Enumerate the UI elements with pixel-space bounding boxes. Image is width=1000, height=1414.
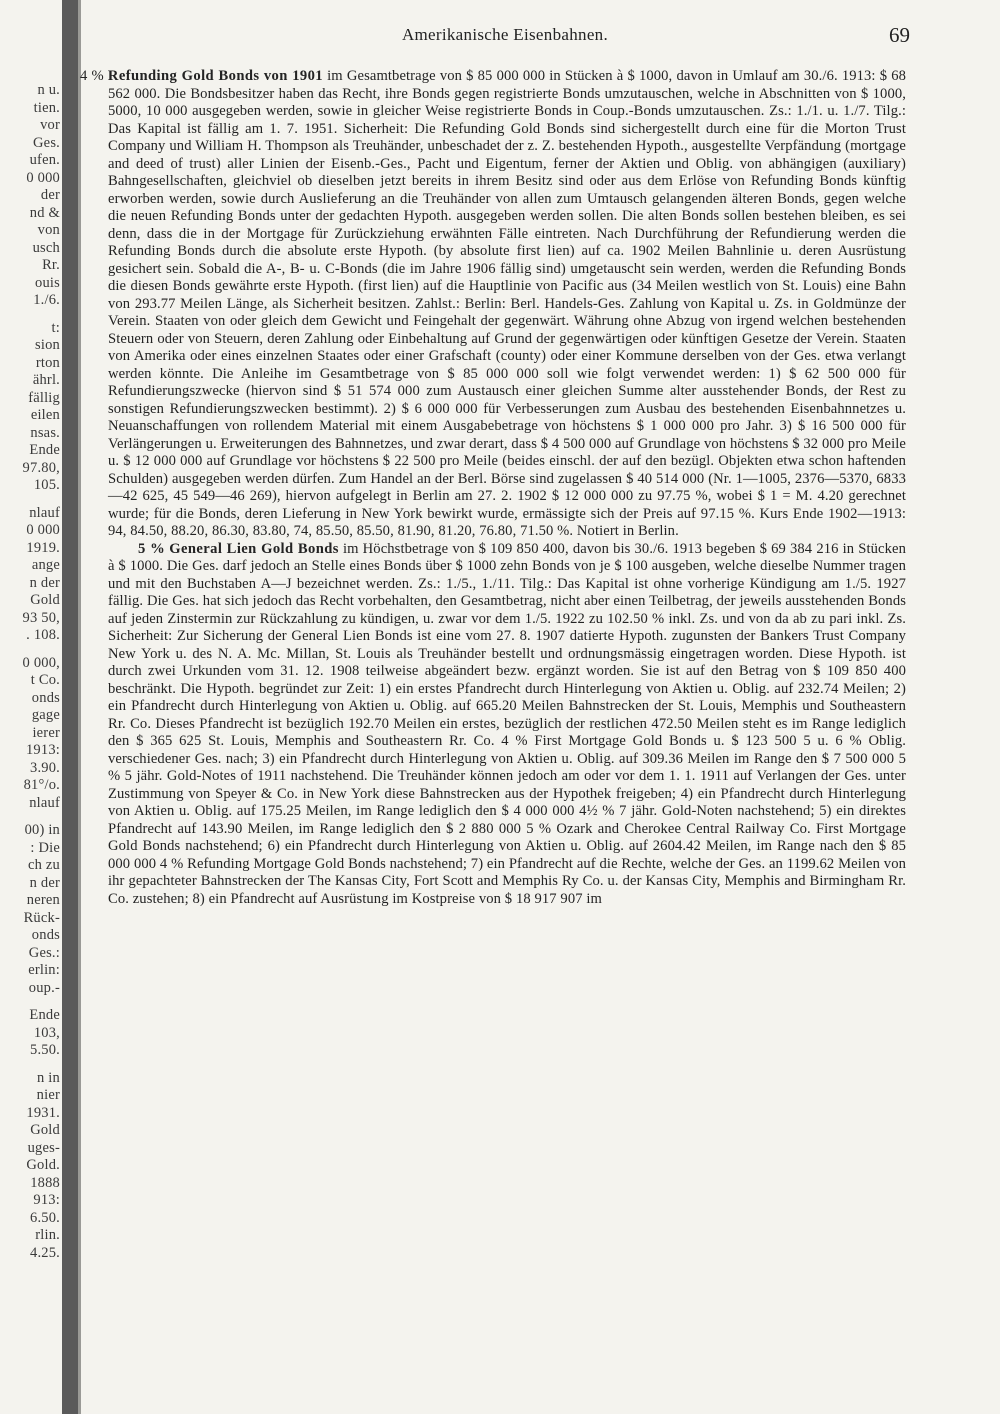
- margin-fragment: ch zu: [28, 857, 60, 873]
- margin-fragment: 913:: [33, 1192, 60, 1208]
- margin-fragment: ouis: [35, 274, 60, 291]
- margin-fragment: eilen: [30, 407, 60, 423]
- bond-description: im Gesamtbetrage von $ 85 000 000 in Stücken à $ 1000, davon in Umlauf am 30./6. 1913: $ 68 562 000. Die Bondsbesitzer haben das Recht, ihre Bonds gegen registrierte Bonds umzutauschen, welche in Abschnitten von $ 1000, 5000, 10 000 ausgegeben werden, sowie in gleicher Weise registrierte Bonds in Coup.-Bonds umzutauschen. Zs.: 1./1. u. 1./7. Tilg.: Das Kapital ist fällig am 1. 7. 1951. Sicherheit: Die Refunding Gold Bonds sind sichergestellt durch eine für die Morton Trust Company und William H. Thompson als Treuhänder, unbeschadet der z. Z. bestehenden Hypoth., ausgestellte Verpfändung (mortgage and deed of trust) aller Linien der Eisenb.-Ges., Pacht und Eigentum, ferner der Aktien und Oblig. von abhängigen (auxiliary) Bahngesellschaften, gleichviel ob dieselben jetzt bereits in ihrem Besitz sind oder aus dem Erlöse von Refunding Bonds künftig erworben werden, sowie durch Auslieferung an die Treuhänder von allen zum Umtausch gelangenden älteren Bonds, gegen welche die neuen Refunding Bonds unter der gedachten Hypoth. ausgegeben werden sollen. Die alten Bonds sollen bestehen bleiben, es sei denn, dass die in der Mortgage für Zurückziehung erwähnten Fälle eintreten. Nach Durchführung der Refundierung werden die Refunding Bonds durch die absolute erste Hypoth. (by absolute first lien) auf ca. 1902 Meilen Bahnlinie u. deren Ausrüstung gesichert sein. Sobald die A-, B- u. C-Bonds (die im Jahre 1906 fällig sind) umgetauscht sein werden, werden die Refunding Bonds die diesen Bonds gewährte erste Hypoth. (first lien) auf die Hauptlinie von Pacific aus (34 Meilen westlich von St. Louis) eine Bahn von 293.77 Meilen Länge, als Sicherheit besitzen. Zahlst.: Berlin: Berl. Handels-Ges. Zahlung von Kapital u. Zs. in Goldmünze der Verein. Staaten von oder gleich dem Gewicht und Feingehalt der gegenwärt. Währung ohne Abzug von irgend welchen bestehenden Steuern oder von Steuern, deren Zahlung oder Einbehaltung auf Grund der gegenwärtigen oder künftigen Gesetze der Verein. Staaten von Amerika oder eines einzelnen Staates oder einer Grafschaft (county) oder einer Kommune derselben von der Ges. etwa verlangt werden könnte. Die Anleihe im Gesamtbetrage von $ 85 000 000 soll wie folgt verwendet werden: 1) $ 62 500 000 für Refundierungszwecke (hiervon sind $ 51 574 000 zum Austausch einer gleichen Summe alter ausstehender Bonds, der Rest zu sonstigen Refundierungszwecken bestimmt). 2) $ 6 000 000 für Verbesserungen zum Ausbau des bestehenden Eisenbahnnetzes u. Neuanschaffungen von rollendem Material mit einem Ausgabebetrage von höchstens $ 1 000 000 pro Jahr. 3) $ 16 500 000 für Verlängerungen u. Erweiterungen des Bahnnetzes, und zwar derart, dass $ 4 500 000 auf Grundlage von höchstens $ 32 000 pro Meile u. $ 12 000 000 auf Grundlage vor höchstens $ 22 500 pro Meile (beides einschl. der auf den bezügl. Objekten etwa schon haftenden Schulden) ausgegeben werden dürfen. Zum Handel an der Berl. Börse sind zugelassen $ 40 514 000 (Nr. 1—1005, 2376—5370, 6833—42 625, 45 549—46 269), hiervon aufgelegt in Berlin am 27. 2. 1902 $ 12 000 000 zu 97.75 %, wobei $ 1 = M. 4.20 gerechnet wurde; für die Bonds, deren Lieferung in New York bewirkt wurde, ermässigte sich der Preis auf 97.15 %. Kurs Ende 1902—1913: 94, 84.50, 88.20, 86.30, 83.80, 74, 85.50, 85.50, 81.90, 81.20, 76.80, 71.50 %. Notiert in Berlin.: [108, 68, 907, 539]
- margin-fragment: oup.-: [28, 979, 60, 996]
- margin-fragment: 6.50.: [30, 1209, 60, 1226]
- margin-fragment: 1919.: [26, 539, 60, 556]
- margin-fragment: 1888: [30, 1174, 60, 1191]
- margin-fragment: Ges.: [33, 134, 60, 151]
- margin-fragment: t Co.: [30, 672, 60, 688]
- margin-fragment: ufen.: [29, 152, 60, 168]
- margin-fragment: onds: [31, 927, 60, 943]
- margin-fragment: vor: [40, 117, 60, 133]
- margin-fragment: 1./6.: [33, 292, 60, 308]
- margin-fragment: von: [37, 222, 60, 238]
- bond-entry-refunding-gold-bonds: [80, 68, 907, 541]
- margin-fragment: n der: [29, 874, 60, 891]
- main-text-column: [80, 68, 907, 1398]
- margin-fragment: t:: [51, 319, 60, 336]
- bond-description: im Höchstbetrage von $ 109 850 400, davon bis 30./6. 1913 begeben $ 69 384 216 in Stücken à $ 1000. Die Ges. darf jedoch an Stelle eines Bonds über $ 1000 zehn Bonds von je $ 100 ausgeben, welche dieselbe Nummer tragen und mit den Buchstaben A—J bezeichnet werden. Zs.: 1./5., 1./11. Tilg.: Das Kapital ist ohne vorherige Kündigung am 1./5. 1927 fällig. Die Ges. hat sich jedoch das Recht vorbehalten, den Gesamtbetrag, nicht aber einen Teilbetrag, der jeweils ausstehenden Bonds auf jeden Zinstermin zur Rückzahlung zu kündigen, u. zwar vor dem 1./5. 1922 zu 102.50 % inkl. Zs. und von da ab zu pari inkl. Zs. Sicherheit: Zur Sicherung der General Lien Bonds ist eine vom 27. 8. 1907 datierte Hypoth. zugunsten der Bankers Trust Company New York u. des N. A. Mc. Millan, St. Louis als Treuhänder bestellt und ordnungsmässig eingetragen worden. Diese Hypoth. ist durch zwei Urkunden vom 31. 12. 1908 teilweise abgeändert bezw. ergänzt worden. Sie ist auf den Betrag von $ 109 850 400 beschränkt. Die Hypoth. begründet zur Zeit: 1) ein erstes Pfandrecht durch Hinterlegung von Aktien u. Oblig. auf 232.74 Meilen; 2) ein Pfandrecht durch Hinterlegung von Aktien u. Oblig. auf 665.20 Meilen Bahnstrecken der St. Louis, Memphis und Southeastern Rr. Co. Dieses Pfandrecht ist bezüglich 192.70 Meilen ein erstes, bezüglich der restlichen 472.50 Meilen steht es im Range lediglich den $ 365 625 St. Louis, Memphis and Southeastern Rr. Co. 4 % First Mortgage Gold Bonds u. $ 123 500 5 u. 6 % Oblig. verschiedener Ges. nach; 3) ein Pfandrecht durch Hinterlegung von Aktien u. Oblig. auf 309.36 Meilen im Range den $ 7 500 000 5 % 5 jähr. Gold-Notes of 1911 nachstehend. Die Treuhänder können jedoch am oder vor dem 1. 1. 1911 auf Verlangen der Ges. unter Zustimmung von Speyer & Co. in New York diese Bahnstrecken aus der Hypothek freigeben; 4) ein Pfandrecht durch Hinterlegung von Aktien u. Oblig. auf 175.25 Meilen, im Range lediglich den $ 4 000 000 4½ % 7 jähr. Gold-Noten nachstehend; 5) ein direktes Pfandrecht auf 143.90 Meilen, im Range lediglich den $ 2 880 000 5 % Ozark and Cherokee Central Railway Co. First Mortgage Gold Bonds nachstehend; 6) ein Pfandrecht durch Hinterlegung von Aktien u. Oblig. auf 2604.42 Meilen, im Range nach den $ 85 000 000 4 % Refunding Mortgage Gold Bonds nachstehend; 7) ein Pfandrecht auf die Rechte, welche der Ges. an 1199.62 Meilen von ihr gepachteter Bahnstrecken der The Kansas City, Fort Scott and Memphis Ry Co. u. der Kansas City, Memphis and Birmingham Rr. Co. zustehen; 8) ein Pfandrecht auf Ausrüstung im Kostpreise von $ 18 917 907 im: [108, 540, 906, 907]
- bond-title: Refunding Gold Bonds von 1901: [107, 68, 323, 84]
- margin-fragment: 1913:: [25, 742, 60, 758]
- page-header: [100, 25, 910, 49]
- margin-fragment: . 108.: [26, 627, 60, 643]
- margin-fragment: 00) in: [24, 822, 60, 838]
- margin-fragment: nlauf: [29, 794, 60, 811]
- margin-fragment: usch: [32, 239, 60, 256]
- interest-rate: 4 %: [80, 68, 104, 84]
- margin-fragment: n u.: [37, 82, 60, 98]
- margin-fragment: n der: [29, 574, 60, 591]
- margin-fragment: 3.90.: [30, 759, 60, 776]
- margin-fragment: sion: [35, 337, 60, 353]
- margin-fragment: onds: [31, 689, 60, 706]
- bond-title: General Lien Gold Bonds: [169, 540, 339, 557]
- margin-fragment: : Die: [30, 839, 60, 856]
- margin-fragment: Gold: [30, 1122, 60, 1138]
- margin-fragment: ange: [31, 557, 60, 573]
- margin-fragment: Ges.:: [28, 944, 60, 961]
- margin-fragment: Rr.: [42, 257, 60, 273]
- margin-fragment: rton: [35, 354, 60, 371]
- bond-title: 5 %: [138, 540, 166, 557]
- binding-edge: [78, 0, 81, 1414]
- margin-fragment: 0 000: [26, 522, 60, 538]
- margin-fragment: 1931.: [26, 1104, 60, 1121]
- margin-fragment: neren: [26, 892, 60, 908]
- margin-fragment: 93 50,: [22, 609, 60, 626]
- margin-fragment: 4.25.: [30, 1244, 60, 1261]
- margin-fragment: Ende: [29, 442, 60, 458]
- running-title: Amerikanische Eisenbahnen.: [401, 25, 609, 44]
- previous-page-margin: [0, 0, 60, 1414]
- margin-fragment: fällig: [28, 389, 60, 406]
- margin-fragment: Ende: [29, 1007, 60, 1023]
- margin-fragment: n in: [37, 1069, 60, 1086]
- margin-fragment: ierer: [32, 724, 60, 741]
- margin-fragment: Gold.: [26, 1157, 60, 1173]
- margin-fragment: nlauf: [29, 504, 60, 521]
- bond-entry-general-lien-gold-bonds: [108, 541, 906, 909]
- margin-fragment: 103,: [33, 1024, 60, 1041]
- margin-fragment: 81°/o.: [23, 777, 60, 793]
- margin-fragment: uges-: [27, 1139, 60, 1156]
- margin-fragment: 0 000: [26, 169, 60, 186]
- page-number: 69: [889, 23, 910, 47]
- margin-fragment: nsas.: [30, 424, 60, 441]
- margin-fragment: rlin.: [35, 1227, 60, 1243]
- margin-fragment: 0 000,: [22, 654, 60, 671]
- margin-fragment: nd &: [29, 204, 60, 221]
- margin-fragment: 5.50.: [30, 1042, 60, 1058]
- margin-fragment: der: [40, 187, 60, 203]
- margin-fragment: Gold: [30, 592, 60, 608]
- book-binding-shadow: [62, 0, 78, 1414]
- margin-fragment: 97.80,: [22, 459, 60, 476]
- margin-fragment: gage: [31, 707, 60, 723]
- margin-fragment: tien.: [33, 99, 60, 116]
- margin-fragment: erlin:: [28, 962, 60, 978]
- margin-fragment: nier: [36, 1087, 60, 1103]
- margin-fragment: 105.: [33, 477, 60, 493]
- margin-fragment: ährl.: [32, 372, 60, 388]
- margin-fragment: Rück-: [23, 909, 60, 926]
